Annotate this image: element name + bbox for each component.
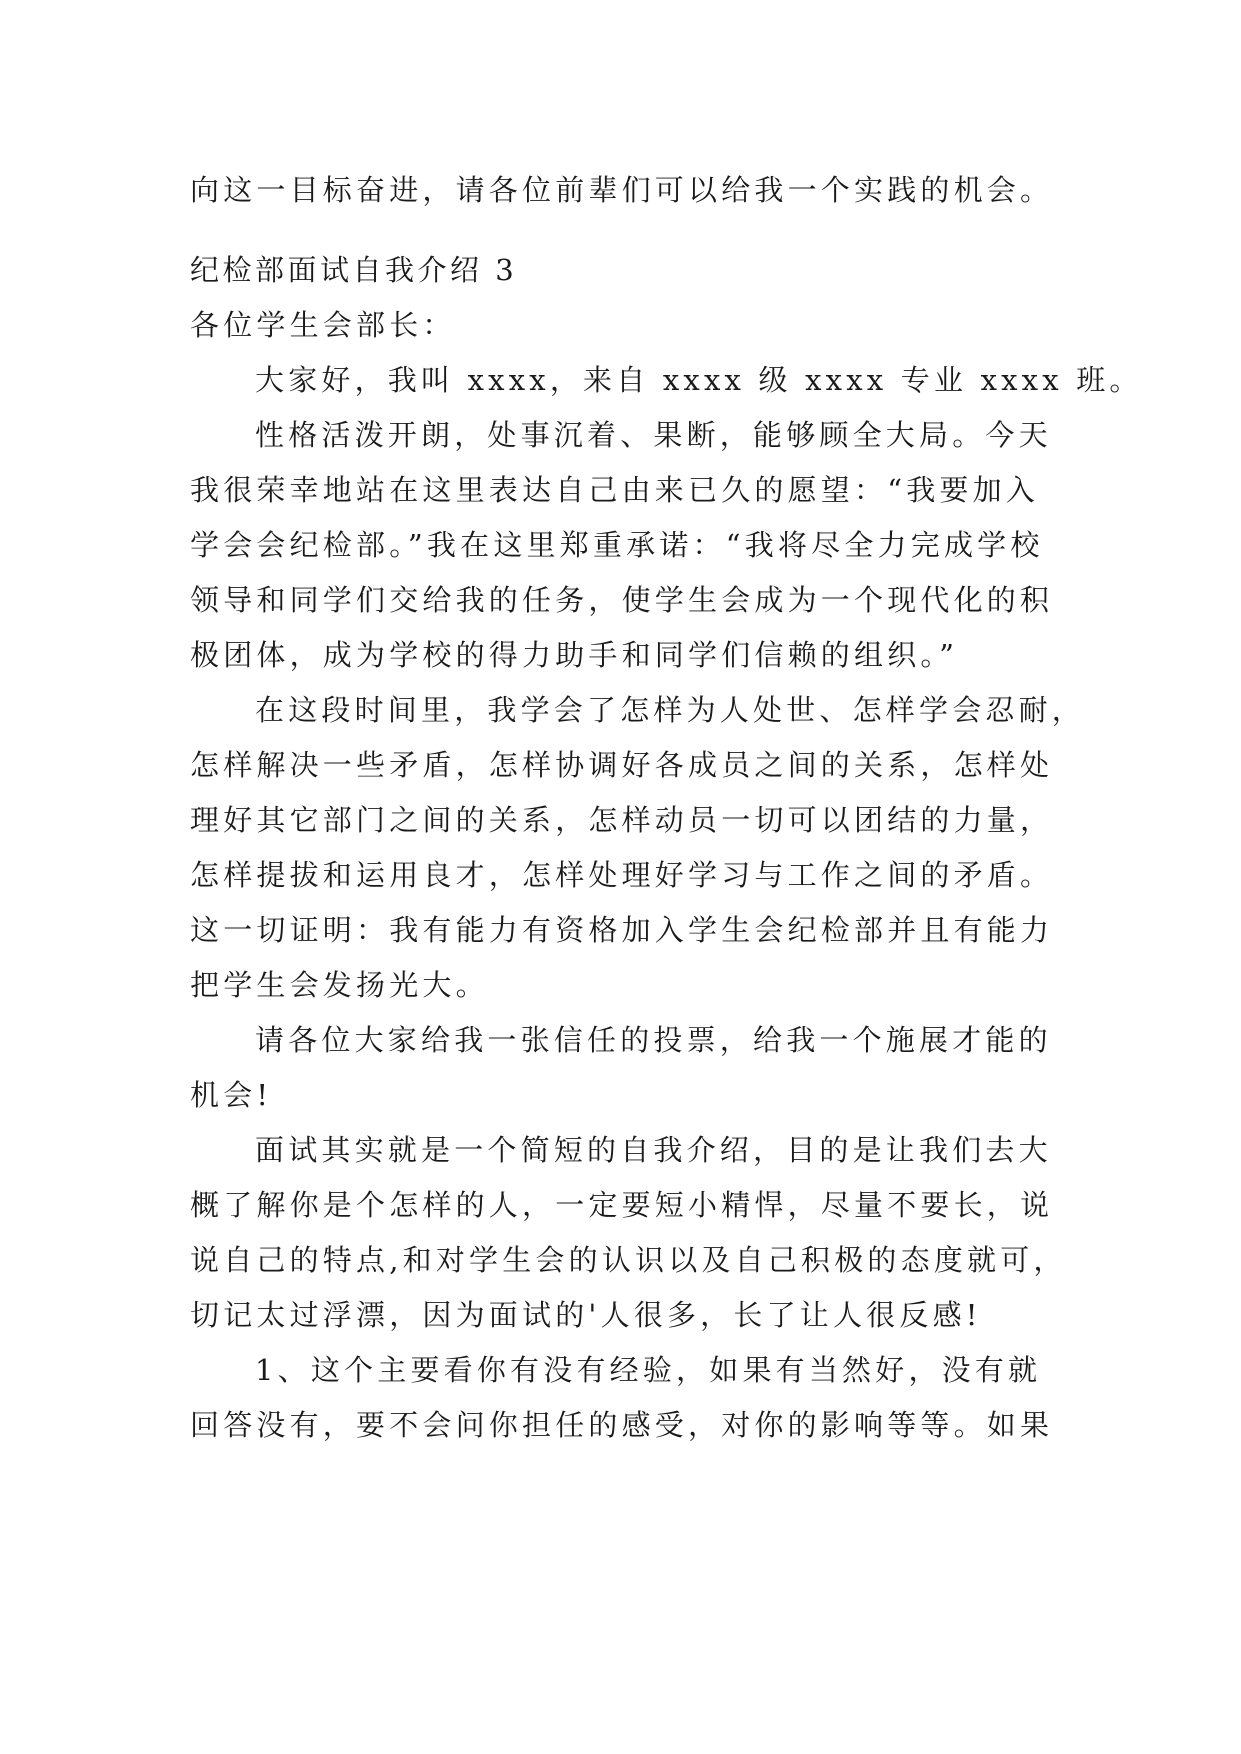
paragraph-line: 回答没有，要不会问你担任的感受，对你的影响等等。如果 xyxy=(190,1408,1054,1442)
paragraph-line: 性格活泼开朗，处事沉着、果断，能够顾全大局。今天 xyxy=(255,418,1052,452)
paragraph-line: 极团体，成为学校的得力助手和同学们信赖的组织。” xyxy=(190,638,959,672)
paragraph-line: 1、这个主要看你有没有经验，如果有当然好，没有就 xyxy=(255,1353,1042,1387)
paragraph-line: 怎样解决一些矛盾，怎样协调好各成员之间的关系，怎样处 xyxy=(190,748,1054,782)
paragraph-line: 把学生会发扬光大。 xyxy=(190,968,489,1002)
paragraph-line: 这一切证明：我有能力有资格加入学生会纪检部并且有能力 xyxy=(190,913,1054,947)
salutation: 各位学生会部长： xyxy=(190,308,456,342)
paragraph-line: 大家好，我叫 xxxx，来自 xxxx 级 xxxx 专业 xxxx 班。 xyxy=(255,363,1143,397)
paragraph-line: 理好其它部门之间的关系，怎样动员一切可以团结的力量， xyxy=(190,803,1054,837)
paragraph-line: 请各位大家给我一张信任的投票，给我一个施展才能的 xyxy=(255,1023,1052,1057)
paragraph-line: 在这段时间里，我学会了怎样为人处世、怎样学会忍耐， xyxy=(255,693,1086,727)
paragraph-line: 我很荣幸地站在这里表达自己由来已久的愿望：“我要加入 xyxy=(190,473,1040,507)
section-title: 纪检部面试自我介绍 3 xyxy=(190,253,518,287)
paragraph-line: 机会! xyxy=(190,1078,273,1112)
continuation-line: 向这一目标奋进，请各位前辈们可以给我一个实践的机会。 xyxy=(190,173,1054,207)
paragraph-line: 说自己的特点,和对学生会的认识以及自己积极的态度就可， xyxy=(190,1243,1067,1277)
paragraph-line: 怎样提拔和运用良才，怎样处理好学习与工作之间的矛盾。 xyxy=(190,858,1054,892)
paragraph-line: 面试其实就是一个简短的自我介绍，目的是让我们去大 xyxy=(255,1133,1052,1167)
paragraph-line: 切记太过浮漂，因为面试的'人很多，长了让人很反感! xyxy=(190,1298,982,1332)
paragraph-line: 概了解你是个怎样的人，一定要短小精悍，尽量不要长，说 xyxy=(190,1188,1054,1222)
paragraph-line: 领导和同学们交给我的任务，使学生会成为一个现代化的积 xyxy=(190,583,1054,617)
paragraph-line: 学会会纪检部。”我在这里郑重承诺：“我将尽全力完成学校 xyxy=(190,528,1044,562)
